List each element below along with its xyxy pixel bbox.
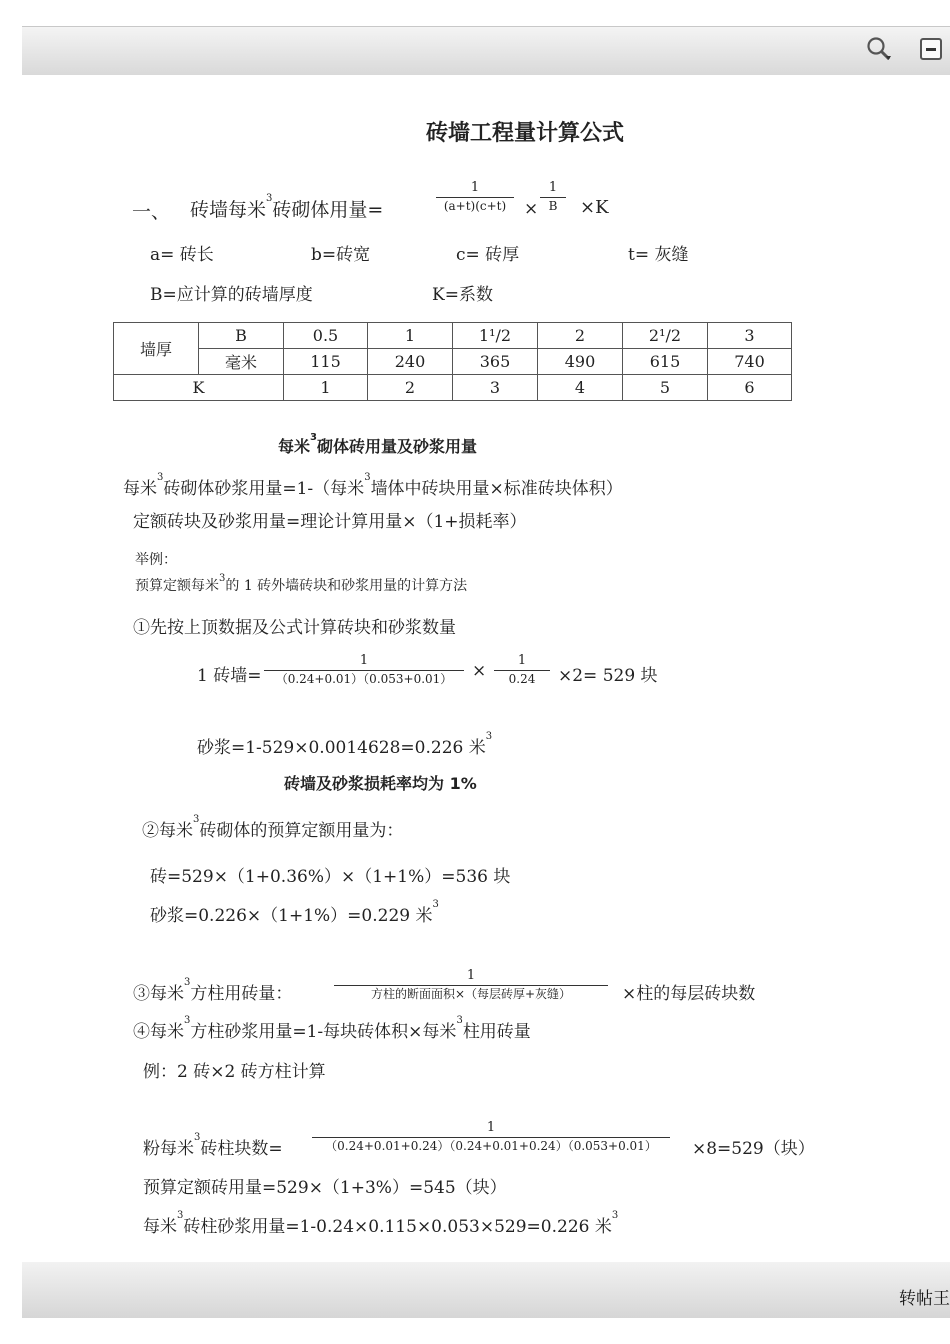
minimize-icon[interactable] [920,38,942,60]
table-cell: 4 [538,375,623,401]
table-cell: 1 [284,375,368,401]
repost-link[interactable]: 转帖王 [899,1289,950,1309]
def-B: B=应计算的砖墙厚度 [150,285,313,305]
fraction-2: 1 B [540,180,566,214]
table-cell: 115 [284,349,368,375]
mortar-calc: 砂浆=1-529×0.0014628=0.226 米$^3$ [197,731,493,758]
step-1: ①先按上顶数据及公式计算砖块和砂浆数量 [133,618,456,638]
times-k: ×K [580,197,609,218]
table-cell: 2 [368,375,453,401]
table-cell: 3 [453,375,538,401]
step-3: ③每米$^3$方柱用砖量： [133,977,293,1004]
table-cell: 5 [623,375,708,401]
section1-formula-text: 砖墙每米$^3$砖砌体用量= [190,193,384,221]
table-cell: 2¹/2 [623,323,708,349]
step-4: ④每米$^3$方柱砂浆用量=1-每块砖体积×每米$^3$柱用砖量 [133,1015,531,1042]
table-cell: 615 [623,349,708,375]
label-B: B [199,323,284,349]
brick-calc-result: ×2= 529 块 [558,666,658,686]
section1-label: 一、 [132,201,171,223]
table-cell: 490 [538,349,623,375]
line-mortar: 每米$^3$砖砌体砂浆用量=1-（每米$^3$墙体中砖块用量×标准砖块体积） [123,472,623,499]
brick-calc-label: 1 砖墙= [197,666,262,686]
label-mm: 毫米 [199,349,284,375]
fraction-1: 1 (a+t)(c+t) [436,180,514,214]
times-symbol: × [472,661,487,681]
column-calc-label: 粉每米$^3$砖柱块数= [143,1132,283,1159]
wall-thickness-table [113,322,792,401]
table-cell: 740 [708,349,792,375]
brick-fraction-2: 1 0.24 [494,653,550,687]
def-c: c= 砖厚 [456,245,520,265]
brick-fraction: 1 （0.24+0.01）（0.053+0.01） [264,653,464,687]
table-cell: 3 [708,323,792,349]
heading-mortar: 每米$^3$砌体砖用量及砂浆用量 [278,432,477,456]
step-2: ②每米$^3$砖砌体的预算定额用量为： [142,814,404,841]
row-label-thickness: 墙厚 [114,323,199,375]
loss-heading: 砖墙及砂浆损耗率均为 1% [284,774,477,793]
column-mortar: 每米$^3$砖柱砂浆用量=1-0.24×0.115×0.053×529=0.226 米$^3$ [143,1210,619,1237]
line-quota: 定额砖块及砂浆用量=理论计算用量×（1+损耗率） [133,512,527,532]
example-desc: 预算定额每米$^3$的 1 砖外墙砖块和砂浆用量的计算方法 [135,573,468,594]
page-title: 砖墙工程量计算公式 [426,121,625,146]
def-K: K=系数 [432,285,493,305]
table-cell: 365 [453,349,538,375]
example-2: 例：2 砖×2 砖方柱计算 [143,1062,326,1082]
brick-quota: 砖=529×（1+0.36%）×（1+1%）=536 块 [150,867,511,887]
table-cell: 0.5 [284,323,368,349]
def-b: b=砖宽 [311,245,371,265]
top-toolbar [22,26,950,75]
column-calc-result: ×8=529（块） [692,1139,815,1159]
mortar-quota: 砂浆=0.226×（1+1%）=0.229 米$^3$ [150,899,439,926]
table-cell: 240 [368,349,453,375]
zoom-search-icon[interactable] [866,36,892,62]
def-a: a= 砖长 [150,245,214,265]
table-cell: 1 [368,323,453,349]
times-symbol: × [524,199,539,219]
bottom-bar [22,1262,950,1318]
table-cell: 6 [708,375,792,401]
label-K: K [114,375,284,401]
column-count-fraction: 1 （0.24+0.01+0.24）（0.24+0.01+0.24）（0.053+0.01） [312,1120,670,1154]
table-cell: 1¹/2 [453,323,538,349]
table-cell: 2 [538,323,623,349]
example-label: 举例： [135,552,177,568]
column-quota: 预算定额砖用量=529×（1+3%）=545（块） [143,1178,507,1198]
column-fraction: 1 方柱的断面面积×（每层砖厚+灰缝） [334,968,608,1002]
step-3-tail: ×柱的每层砖块数 [622,984,756,1004]
def-t: t= 灰缝 [628,245,689,265]
